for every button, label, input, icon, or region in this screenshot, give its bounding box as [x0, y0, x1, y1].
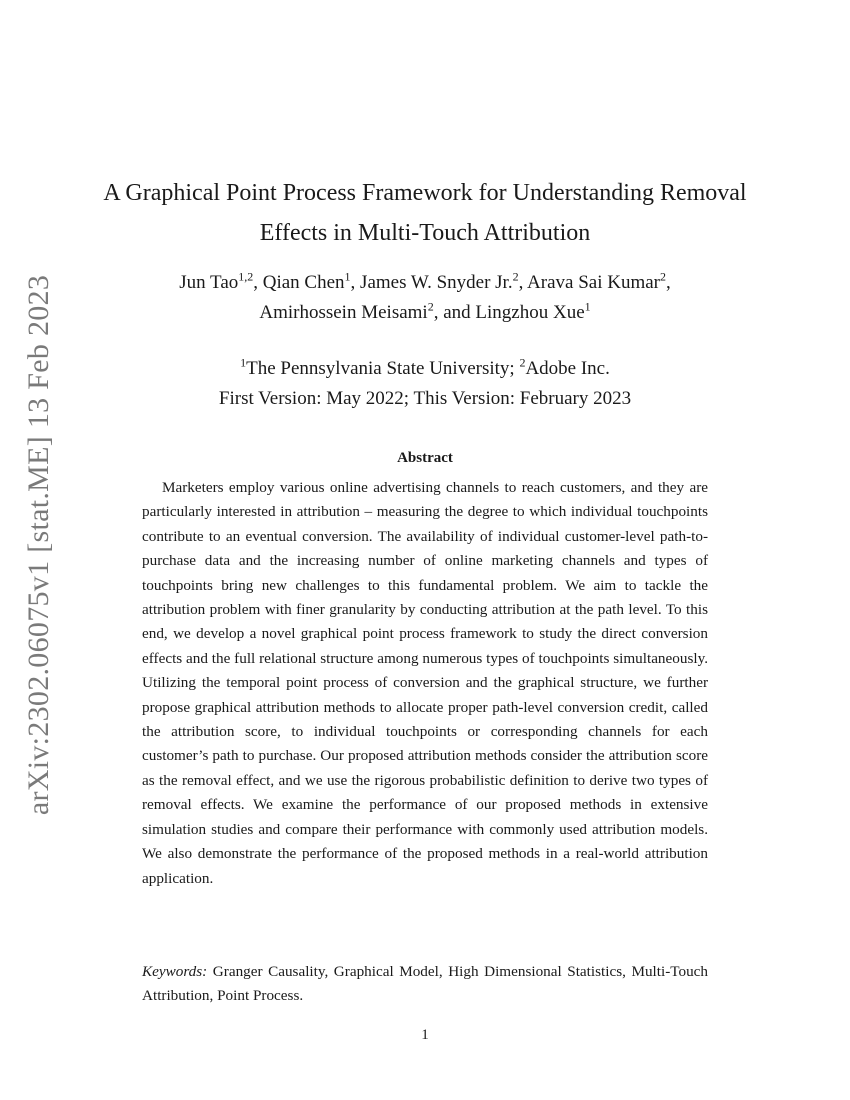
affiliation-mark: 2 — [519, 355, 526, 370]
author-separator: , — [518, 272, 528, 293]
author-affiliation-mark: 1,2 — [238, 269, 254, 284]
author-separator: , and — [433, 302, 476, 323]
author-line-2 — [100, 298, 750, 328]
arxiv-identifier — [14, 274, 64, 816]
affiliation-penn-state: The Pennsylvania State University; — [246, 358, 520, 379]
author-affiliation-mark: 2 — [660, 269, 666, 284]
abstract-heading: Abstract — [397, 450, 453, 466]
author-name: Qian Chen — [262, 272, 345, 293]
author-affiliation-mark: 2 — [427, 299, 434, 314]
affiliations — [100, 354, 750, 414]
author-separator: , — [666, 272, 671, 293]
author-name: Jun Tao — [179, 272, 239, 293]
author-name: Amirhossein Meisami — [259, 302, 428, 323]
affiliation-line — [100, 354, 750, 384]
author-separator: , — [350, 272, 361, 293]
keywords-text: Granger Causality, Graphical Model, High Dimensional Statistics, Multi-Touch Attribution, Point Process. — [142, 963, 708, 1005]
author-name: James W. Snyder Jr. — [360, 272, 513, 293]
page-number: 1 — [421, 1027, 429, 1043]
affiliation-adobe: Adobe Inc. — [525, 358, 610, 379]
paper-title: A Graphical Point Process Framework for Understanding Removal Effects in Multi-Touch Attribution — [103, 180, 747, 246]
author-name: Arava Sai Kumar — [527, 272, 660, 293]
author-affiliation-mark: 2 — [512, 269, 519, 284]
author-affiliation-mark: 1 — [584, 299, 591, 314]
arxiv-identifier-text: arXiv:2302.06075v1 [stat.ME] 13 Feb 2023 — [22, 274, 55, 816]
author-name: Lingzhou Xue — [475, 302, 585, 323]
author-affiliation-mark: 1 — [344, 269, 351, 284]
affiliation-mark: 1 — [240, 355, 247, 370]
author-separator: , — [253, 272, 263, 293]
author-line-1 — [100, 268, 750, 298]
keywords — [142, 960, 708, 1009]
version-dates: First Version: May 2022; This Version: February 2023 — [218, 388, 632, 409]
abstract-text: Marketers employ various online advertising channels to reach customers, and they are particularly interested in attribution – measuring the degree to which individual touchpoints contribute to an eventual conversion. The availability of individual customer-level path-to-purchase data and the increasing number of online marketing channels and types of touchpoints bring new challenges to this fundamental problem. We aim to tackle the attribution problem with finer granularity by conducting attribution at the path level. To this end, we develop a novel graphical point process framework to study the direct conversion effects and the full relational structure among numerous types of touchpoints simultaneously. Utilizing the temporal point process of conversion and the graphical structure, we further propose graphical attribution methods to allocate proper path-level conversion credit, called the attribution score, to individual touchpoints or corresponding channels for each customer’s path to purchase. Our proposed attribution methods consider the attribution score as the removal effect, and we use the rigorous probabilistic definition to derive two types of removal effects. We examine the performance of our proposed methods in extensive simulation studies and compare their performance with commonly used attribution models. We also demonstrate the performance of the proposed methods in a real-world attribution application. — [142, 479, 708, 887]
keywords-label: Keywords: — [142, 963, 208, 980]
author-list — [100, 268, 750, 328]
